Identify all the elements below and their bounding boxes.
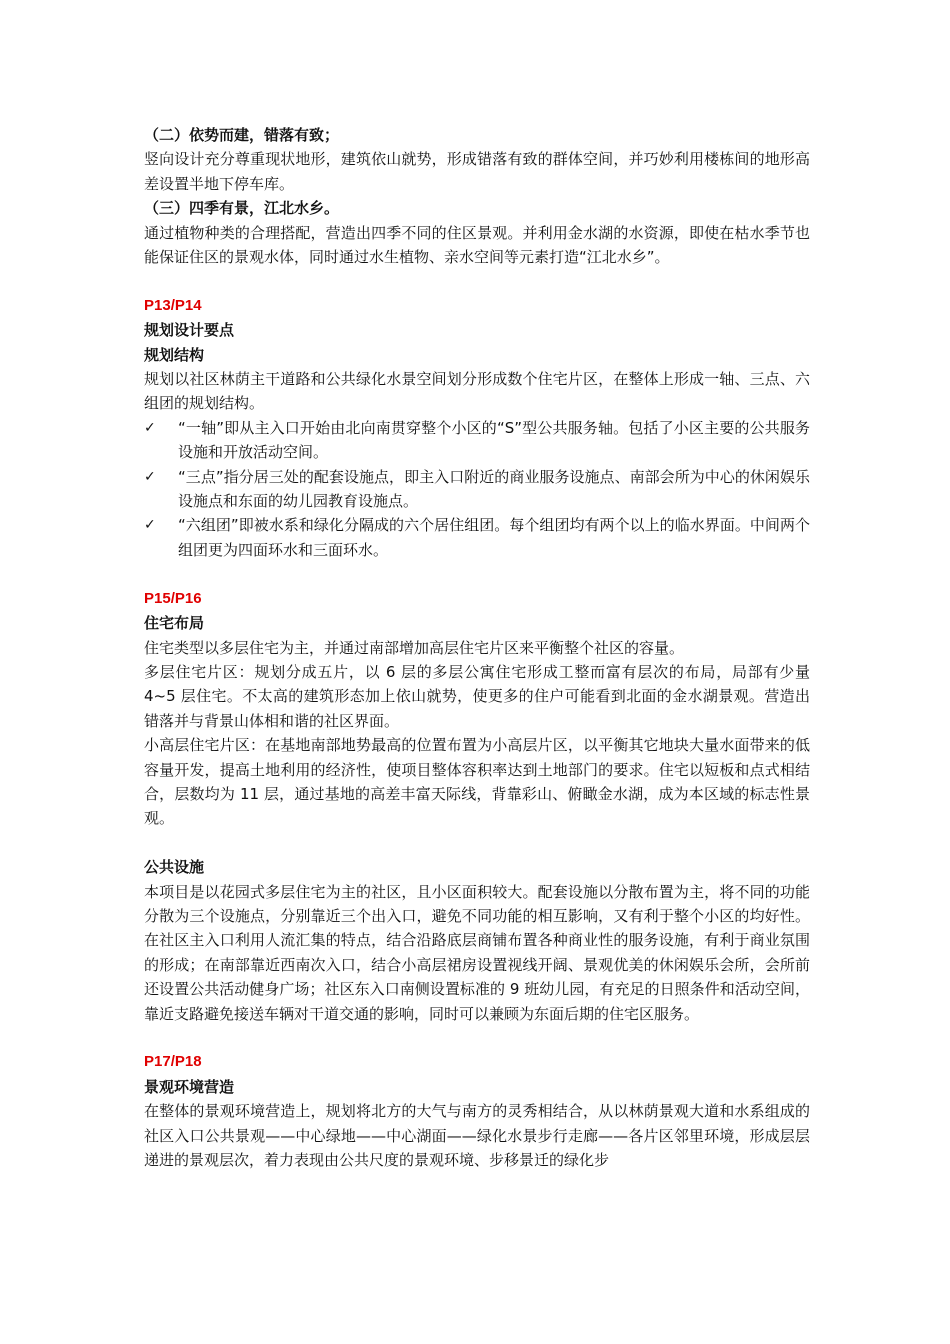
paragraph-terrain: 竖向设计充分尊重现状地形，建筑依山就势，形成错落有致的群体空间，并巧妙利用楼栋间的地形高差设置半地下停车库。: [144, 150, 810, 193]
page-ref-p15: P15/P16: [144, 589, 202, 607]
checklist-structure: [144, 416, 810, 562]
heading-seasons: （三）四季有景，江北水乡。: [144, 199, 340, 218]
checkmark-icon: ✓: [144, 468, 156, 485]
checkmark-icon: ✓: [144, 419, 156, 436]
paragraph-landscape: 在整体的景观环境营造上，规划将北方的大气与南方的灵秀相结合，从以林荫景观大道和水系组成的社区入口公共景观——中心绿地——中心湖面——绿化水景步行走廊——各片区邻里环境，形成层层递进的景观层次，着力表现由公共尺度的景观环境、步移景迁的绿化步: [144, 1102, 810, 1169]
heading-terrain: （二）依势而建，错落有致；: [144, 126, 340, 144]
paragraph-housing-types: 住宅类型以多层住宅为主，并通过南部增加高层住宅片区来平衡整个社区的容量。: [144, 638, 685, 657]
checkmark-icon: ✓: [144, 517, 156, 534]
spacer: [144, 562, 810, 586]
page-ref-p17: P17/P18: [144, 1053, 202, 1071]
spacer: [144, 831, 810, 855]
list-item: [144, 416, 810, 465]
heading-planning-structure: 规划结构: [144, 345, 205, 364]
paragraph-multistory: 多层住宅片区：规划分成五片，以 6 层的多层公寓住宅形成工整而富有层次的布局，局部有少量 4~5 层住宅。不太高的建筑形态加上依山就势，使更多的住户可能看到北面的金水湖景观。营造出错落并与背景山体相和谐的社区界面。: [144, 662, 810, 730]
list-item: [144, 465, 810, 514]
page-ref-p13: P13/P14: [144, 296, 202, 314]
list-item-text: “六组团”即被水系和绿化分隔成的六个居住组团。每个组团均有两个以上的临水界面。中间两个组团更为四面环水和三面环水。: [178, 516, 810, 559]
list-item: [144, 513, 810, 562]
paragraph-planning-intro: 规划以社区林荫主干道路和公共绿化水景空间划分形成数个住宅片区，在整体上形成一轴、三点、六组团的规划结构。: [144, 370, 810, 413]
heading-public-facilities: 公共设施: [144, 858, 205, 877]
heading-planning-points: 规划设计要点: [144, 321, 235, 340]
spacer: [144, 269, 810, 293]
paragraph-seasons: 通过植物种类的合理搭配，营造出四季不同的住区景观。并利用金水湖的水资源，即使在枯水季节也能保证住区的景观水体，同时通过水生植物、亲水空间等元素打造“江北水乡”。: [144, 223, 810, 267]
spacer: [144, 1026, 810, 1050]
paragraph-public-facilities: 本项目是以花园式多层住宅为主的社区，且小区面积较大。配套设施以分散布置为主，将不同的功能分散为三个设施点，分别靠近三个出入口，避免不同功能的相互影响，又有利于整个小区的均好性。在社区主入口利用人流汇集的特点，结合沿路底层商铺布置各种商业性的服务设施，有利于商业氛围的形成；在南部靠近西南次入口，结合小高层裙房设置视线开阔、景观优美的休闲娱乐会所，会所前还设置公共活动健身广场；社区东入口南侧设置标准的 9 班幼儿园，有充足的日照条件和活动空间，靠近支路避免接送车辆对干道交通的影响，同时可以兼顾为东面后期的住宅区服务。: [144, 882, 810, 1023]
list-item-text: “三点”指分居三处的配套设施点，即主入口附近的商业服务设施点、南部会所为中心的休闲娱乐设施点和东面的幼儿园教育设施点。: [178, 467, 810, 511]
heading-landscape: 景观环境营造: [144, 1077, 235, 1096]
heading-housing-layout: 住宅布局: [144, 614, 205, 633]
list-item-text: “一轴”即从主入口开始由北向南贯穿整个小区的“S”型公共服务轴。包括了小区主要的公共服务设施和开放活动空间。: [178, 418, 810, 462]
paragraph-highrise: 小高层住宅片区：在基地南部地势最高的位置布置为小高层片区，以平衡其它地块大量水面带来的低容量开发，提高土地利用的经济性，使项目整体容积率达到土地部门的要求。住宅以短板和点式相结合，层数均为 11 层，通过基地的高差丰富天际线，背靠彩山、俯瞰金水湖，成为本区域的标志性景观。: [144, 736, 810, 828]
document-body: [144, 123, 810, 1172]
